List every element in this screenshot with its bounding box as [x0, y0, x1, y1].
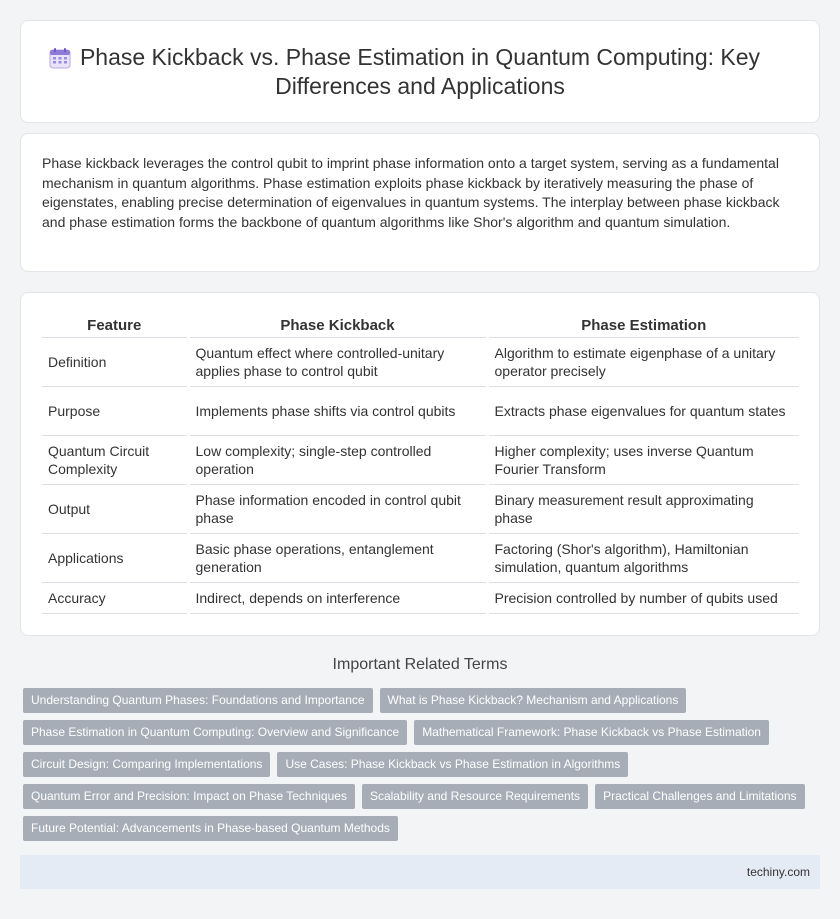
table-cell: Indirect, depends on interference — [188, 582, 487, 613]
table-row — [42, 533, 799, 582]
table-cell: Output — [42, 484, 188, 533]
related-term-link[interactable]: Understanding Quantum Phases: Foundations and Importance — [23, 688, 373, 713]
related-term-link[interactable]: Mathematical Framework: Phase Kickback vs Phase Estimation — [414, 720, 769, 745]
table-cell: Applications — [42, 533, 188, 582]
page-title: Phase Kickback vs. Phase Estimation in Quantum Computing: Key Differences and Applications — [79, 44, 761, 99]
column-header-feature: Feature — [42, 317, 188, 337]
related-term-link[interactable]: Future Potential: Advancements in Phase-based Quantum Methods — [23, 816, 398, 841]
table-cell: Higher complexity; uses inverse Quantum Fourier Transform — [487, 435, 799, 484]
table-cell: Accuracy — [42, 582, 188, 613]
related-term-link[interactable]: Practical Challenges and Limitations — [595, 784, 804, 809]
related-term-link[interactable]: Quantum Error and Precision: Impact on Phase Techniques — [23, 784, 355, 809]
related-term-link[interactable]: Use Cases: Phase Kickback vs Phase Estimation in Algorithms — [277, 752, 628, 777]
table-cell: Extracts phase eigenvalues for quantum states — [487, 386, 799, 435]
table-row — [42, 386, 799, 435]
table-cell: Purpose — [42, 386, 188, 435]
intro-card — [20, 133, 820, 272]
table-cell: Definition — [42, 337, 188, 386]
footer — [20, 855, 820, 889]
footer-site-name[interactable]: techiny.com — [746, 865, 810, 879]
column-header-phase-kickback: Phase Kickback — [188, 317, 487, 337]
table-header-row — [42, 317, 799, 337]
table-cell: Binary measurement result approximating phase — [487, 484, 799, 533]
intro-paragraph: Phase kickback leverages the control qubit to imprint phase information onto a target system, serving as a fundamental mechanism in quantum algorithms. Phase estimation exploits phase kickback by iteratively measuring the phase of eigenstates, enabling precise determination of eigenvalues in quantum systems. The interplay between phase kickback and phase estimation forms the backbone of quantum algorithms like Shor's algorithm and quantum simulation. — [42, 155, 780, 230]
column-header-phase-estimation: Phase Estimation — [487, 317, 799, 337]
related-term-link[interactable]: Phase Estimation in Quantum Computing: Overview and Significance — [23, 720, 407, 745]
related-term-link[interactable]: Scalability and Resource Requirements — [362, 784, 588, 809]
table-cell: Basic phase operations, entanglement generation — [188, 533, 487, 582]
comparison-card — [20, 292, 820, 636]
related-term-link[interactable]: Circuit Design: Comparing Implementations — [23, 752, 270, 777]
table-cell: Quantum effect where controlled-unitary applies phase to control qubit — [188, 337, 487, 386]
related-terms-heading: Important Related Terms — [332, 656, 508, 673]
table-row — [42, 582, 799, 613]
table-cell: Phase information encoded in control qubit phase — [188, 484, 487, 533]
title-card — [20, 20, 820, 123]
table-cell: Quantum Circuit Complexity — [42, 435, 188, 484]
table-cell: Implements phase shifts via control qubits — [188, 386, 487, 435]
related-term-link[interactable]: What is Phase Kickback? Mechanism and Applications — [380, 688, 687, 713]
related-terms-list — [23, 688, 813, 848]
table-cell: Algorithm to estimate eigenphase of a unitary operator precisely — [487, 337, 799, 386]
table-row — [42, 337, 799, 386]
table-cell: Factoring (Shor's algorithm), Hamiltonian simulation, quantum algorithms — [487, 533, 799, 582]
table-row — [42, 435, 799, 484]
table-cell: Low complexity; single-step controlled operation — [188, 435, 487, 484]
table-cell: Precision controlled by number of qubits used — [487, 582, 799, 613]
comparison-table — [42, 317, 799, 614]
table-row — [42, 484, 799, 533]
